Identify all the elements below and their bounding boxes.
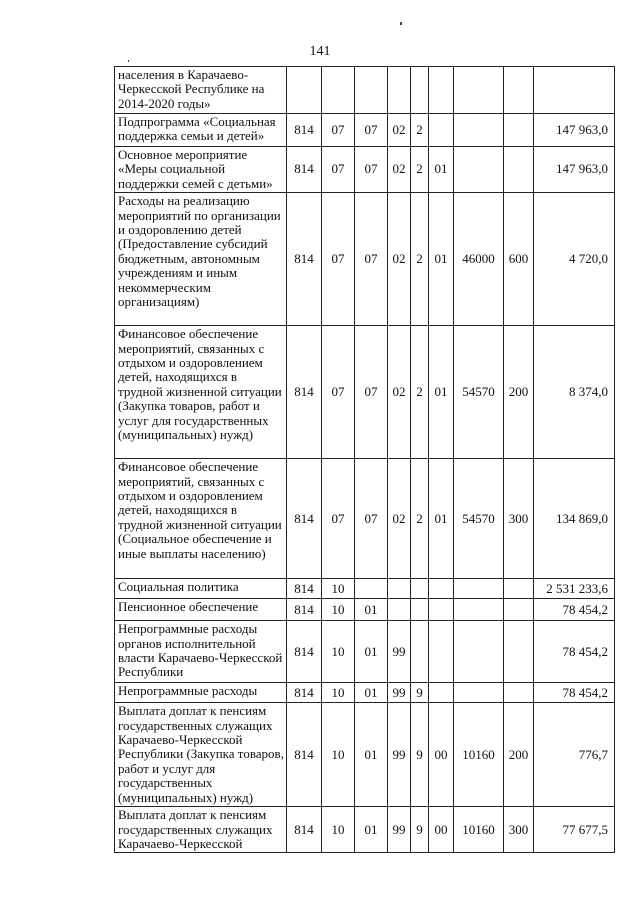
table-row (115, 579, 615, 599)
target-code-direction (454, 621, 504, 683)
target-code-subprogram: 9 (411, 683, 429, 703)
expense-name: Непрограммные расходы (115, 683, 287, 703)
dept-code: 814 (287, 703, 322, 807)
subsection-code: 07 (355, 147, 388, 193)
expense-type-code (504, 147, 534, 193)
table-row (115, 326, 615, 459)
subsection-code: 01 (355, 703, 388, 807)
section-code: 07 (322, 114, 355, 147)
expense-type-code (504, 579, 534, 599)
dept-code: 814 (287, 147, 322, 193)
dept-code: 814 (287, 807, 322, 853)
amount: 77 677,5 (534, 807, 615, 853)
target-code-direction (454, 683, 504, 703)
expense-name: Социальная политика (115, 579, 287, 599)
amount (534, 67, 615, 114)
target-code-activity: 01 (429, 326, 454, 459)
target-code-subprogram (411, 599, 429, 621)
dept-code: 814 (287, 193, 322, 326)
table-row (115, 459, 615, 579)
table-row (115, 147, 615, 193)
target-code-direction (454, 599, 504, 621)
subsection-code (355, 579, 388, 599)
target-code-activity (429, 67, 454, 114)
target-code-direction: 10160 (454, 807, 504, 853)
target-code-activity (429, 114, 454, 147)
subsection-code: 01 (355, 621, 388, 683)
target-code-direction (454, 147, 504, 193)
budget-table (114, 66, 615, 853)
target-code-program: 99 (388, 807, 411, 853)
target-code-program: 02 (388, 326, 411, 459)
amount: 78 454,2 (534, 683, 615, 703)
expense-type-code: 300 (504, 807, 534, 853)
subsection-code: 07 (355, 193, 388, 326)
table-row (115, 114, 615, 147)
target-code-activity: 00 (429, 703, 454, 807)
target-code-subprogram (411, 67, 429, 114)
target-code-activity: 01 (429, 193, 454, 326)
dept-code: 814 (287, 579, 322, 599)
expense-type-code: 300 (504, 459, 534, 579)
table-row (115, 621, 615, 683)
section-code: 07 (322, 147, 355, 193)
expense-name: Пенсионное обеспечение (115, 599, 287, 621)
target-code-program: 02 (388, 147, 411, 193)
target-code-subprogram: 9 (411, 807, 429, 853)
table-row (115, 807, 615, 853)
expense-type-code (504, 621, 534, 683)
section-code: 10 (322, 703, 355, 807)
dept-code: 814 (287, 683, 322, 703)
expense-type-code (504, 683, 534, 703)
target-code-direction: 10160 (454, 703, 504, 807)
expense-name: населения в Карачаево-Черкесской Республике на 2014-2020 годы» (115, 67, 287, 114)
table-row (115, 683, 615, 703)
target-code-activity (429, 683, 454, 703)
amount: 776,7 (534, 703, 615, 807)
expense-type-code: 600 (504, 193, 534, 326)
subsection-code: 01 (355, 683, 388, 703)
target-code-subprogram: 2 (411, 193, 429, 326)
expense-name: Выплата доплат к пенсиям государственных служащих Карачаево-Черкесской (115, 807, 287, 853)
section-code: 10 (322, 807, 355, 853)
target-code-program: 99 (388, 703, 411, 807)
target-code-program: 99 (388, 683, 411, 703)
expense-name: Финансовое обеспечение мероприятий, связанных с отдыхом и оздоровлением детей, находящихся в трудной жизненной ситуации (Закупка товаров, работ и услуг для государственных (муниципальных) нужд) (115, 326, 287, 459)
table-row (115, 67, 615, 114)
table-row (115, 599, 615, 621)
expense-name: Финансовое обеспечение мероприятий, связанных с отдыхом и оздоровлением детей, находящихся в трудной жизненной ситуации (Социальное обеспечение и иные выплаты населению) (115, 459, 287, 579)
amount: 147 963,0 (534, 114, 615, 147)
expense-type-code: 200 (504, 703, 534, 807)
subsection-code: 01 (355, 807, 388, 853)
target-code-subprogram: 2 (411, 459, 429, 579)
target-code-direction (454, 579, 504, 599)
amount: 78 454,2 (534, 599, 615, 621)
target-code-program: 99 (388, 621, 411, 683)
target-code-program: 02 (388, 193, 411, 326)
scan-speck (400, 22, 402, 25)
target-code-direction: 54570 (454, 326, 504, 459)
section-code: 10 (322, 579, 355, 599)
target-code-activity: 00 (429, 807, 454, 853)
target-code-program (388, 67, 411, 114)
amount: 8 374,0 (534, 326, 615, 459)
target-code-direction: 54570 (454, 459, 504, 579)
target-code-direction: 46000 (454, 193, 504, 326)
target-code-activity (429, 621, 454, 683)
section-code: 07 (322, 326, 355, 459)
expense-name: Основное мероприятие «Меры социальной поддержки семей с детьми» (115, 147, 287, 193)
subsection-code: 07 (355, 114, 388, 147)
table-row (115, 703, 615, 807)
target-code-subprogram: 2 (411, 326, 429, 459)
target-code-activity: 01 (429, 147, 454, 193)
section-code (322, 67, 355, 114)
amount: 4 720,0 (534, 193, 615, 326)
expense-type-code (504, 67, 534, 114)
amount: 147 963,0 (534, 147, 615, 193)
page-number: 141 (309, 44, 331, 59)
subsection-code: 07 (355, 326, 388, 459)
target-code-activity: 01 (429, 459, 454, 579)
dept-code: 814 (287, 459, 322, 579)
section-code: 07 (322, 193, 355, 326)
dept-code (287, 67, 322, 114)
target-code-activity (429, 599, 454, 621)
target-code-subprogram: 2 (411, 147, 429, 193)
subsection-code: 07 (355, 459, 388, 579)
target-code-activity (429, 579, 454, 599)
expense-name: Расходы на реализацию мероприятий по организации и оздоровлению детей (Предоставление субсидий бюджетным, автономным учреждениям и иным некоммерческим организациям) (115, 193, 287, 326)
target-code-subprogram (411, 621, 429, 683)
dept-code: 814 (287, 114, 322, 147)
dept-code: 814 (287, 326, 322, 459)
target-code-subprogram: 9 (411, 703, 429, 807)
amount: 78 454,2 (534, 621, 615, 683)
target-code-direction (454, 114, 504, 147)
subsection-code (355, 67, 388, 114)
dept-code: 814 (287, 621, 322, 683)
target-code-direction (454, 67, 504, 114)
section-code: 10 (322, 683, 355, 703)
section-code: 10 (322, 621, 355, 683)
expense-name: Подпрограмма «Социальная поддержка семьи и детей» (115, 114, 287, 147)
subsection-code: 01 (355, 599, 388, 621)
amount: 134 869,0 (534, 459, 615, 579)
target-code-program (388, 579, 411, 599)
expense-name: Выплата доплат к пенсиям государственных служащих Карачаево-Черкесской Республики (Закупка товаров, работ и услуг для государственных (муниципальных) нужд) (115, 703, 287, 807)
target-code-program (388, 599, 411, 621)
expense-type-code (504, 114, 534, 147)
scan-speck (128, 60, 129, 62)
target-code-program: 02 (388, 114, 411, 147)
section-code: 07 (322, 459, 355, 579)
table-row (115, 193, 615, 326)
expense-type-code: 200 (504, 326, 534, 459)
section-code: 10 (322, 599, 355, 621)
amount: 2 531 233,6 (534, 579, 615, 599)
dept-code: 814 (287, 599, 322, 621)
target-code-program: 02 (388, 459, 411, 579)
target-code-subprogram: 2 (411, 114, 429, 147)
expense-name: Непрограммные расходы органов исполнительной власти Карачаево-Черкесской Республики (115, 621, 287, 683)
target-code-subprogram (411, 579, 429, 599)
expense-type-code (504, 599, 534, 621)
